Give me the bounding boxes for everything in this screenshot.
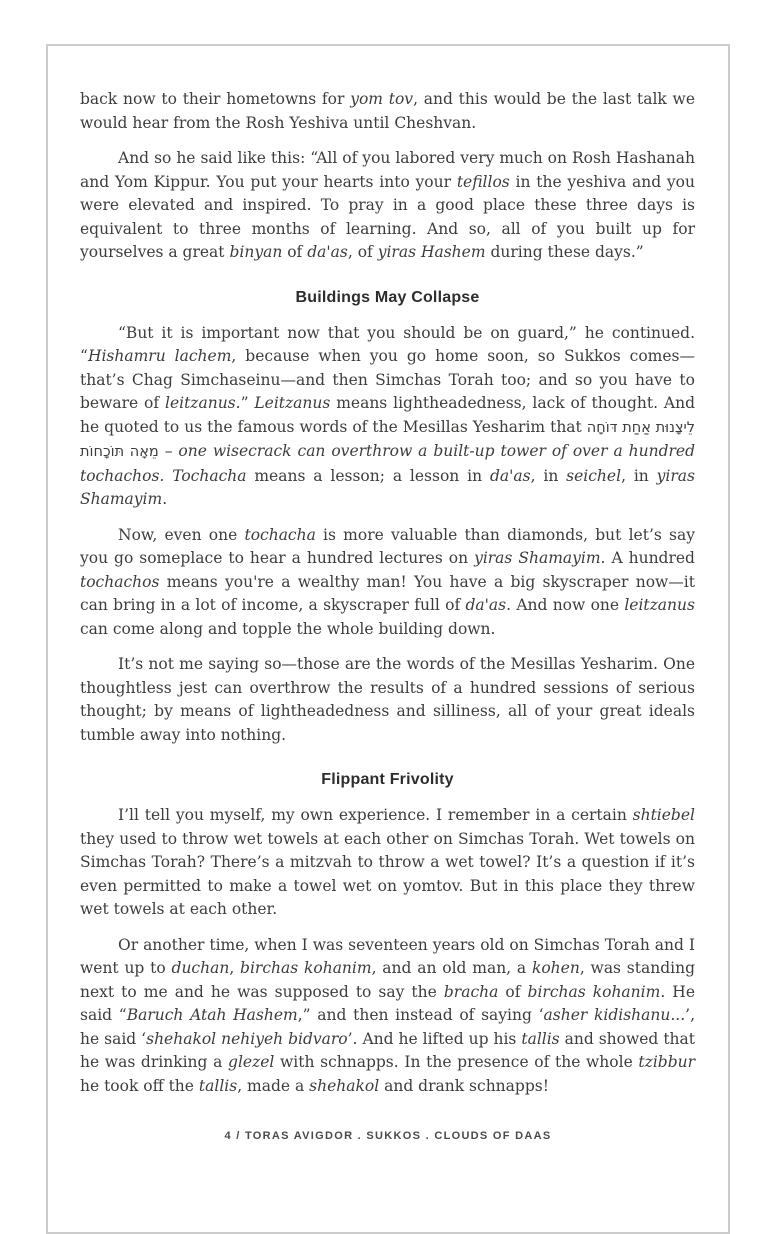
- page-footer: 4 / TORAS AVIGDOR . SUKKOS . CLOUDS OF DAAS: [224, 1130, 552, 1142]
- italic-term: tochachos: [80, 572, 160, 591]
- hebrew-quote: לֵיצָנוּת אַחַת דּוֹחָה מֵאָה תּוֹכָחוֹת: [80, 419, 695, 460]
- italic-term: Baruch Atah Hashem: [126, 1006, 298, 1024]
- italic-term: yom tov: [350, 90, 414, 108]
- italic-term: birchas kohanim: [240, 959, 372, 977]
- italic-term: Leitzanus: [254, 394, 331, 412]
- italic-term: tochacha: [244, 525, 316, 544]
- italic-term: da'as: [465, 596, 507, 614]
- italic-term: yiras Hashem: [377, 243, 486, 261]
- italic-term: shehakol: [309, 1076, 380, 1095]
- section-heading: Buildings May Collapse: [295, 288, 480, 306]
- paragraph: Or another time, when I was seventeen years old on Simchas Torah and I went up to duchan, birchas kohanim, and an old man, a kohen, was standing next to me and he was supposed to say the bracha of birchas kohanim. He said “Baruch Atah Hashem,” and then instead of saying ‘asher kidishanu...’, he said ‘shehakol nehiyeh bidvaro’. And he lifted up his tallis and showed that he was drinking a glezel with schnapps. In the presence of the whole tzibbur he took off the tallis, made a shehakol and drank schnapps!: [80, 935, 696, 1095]
- paragraph: I’ll tell you myself, my own experience. I remember in a certain shtiebel they used to throw wet towels at each other on Simchas Torah. Wet towels on Simchas Torah? There’s a mitzvah to throw a wet towel? It’s a question if it’s even permitted to make a towel wet on yomtov. But in this place they threw wet towels at each other.: [80, 806, 695, 918]
- italic-term: da'as: [489, 466, 531, 485]
- italic-term: asher kidishanu...: [543, 1006, 686, 1024]
- italic-term: tefillos: [456, 172, 510, 191]
- italic-term: yiras Shamayim: [474, 549, 601, 567]
- paragraph: And so he said like this: “All of you labored very much on Rosh Hashanah and Yom Kippur. You put your hearts into your tefillos in the yeshiva and you were elevated and inspired. To pray in a good place these three days is equivalent to three months of learning. And so, all of you built up for yourselves a great binyan of da'as, of yiras Hashem during these days.”: [80, 149, 695, 261]
- article-body: [48, 46, 728, 1098]
- italic-term: shtiebel: [632, 806, 695, 824]
- italic-term: one wisecrack can overthrow a built-up tower of over a hundred tochachos.: [80, 442, 696, 485]
- paragraph: back now to their hometowns for yom tov, and this would be the last talk we would hear from the Rosh Yeshiva until Cheshvan.: [80, 90, 695, 132]
- italic-term: yiras Shamayim: [80, 466, 695, 508]
- italic-term: tzibbur: [638, 1053, 696, 1071]
- italic-term: birchas kohanim: [527, 982, 661, 1001]
- section-heading: Flippant Frivolity: [321, 771, 454, 788]
- italic-term: glezel: [228, 1053, 275, 1071]
- paragraph: “But it is important now that you should be on guard,” he continued. “Hishamru lachem, because when you go home soon, so Sukkos comes—that’s Chag Simchaseinu—and then Simchas Torah too; and so you have to beware of leitzanus.” Leitzanus means lightheadedness, lack of thought. And he quoted to us the famous words of the Mesillas Yesharim that לֵיצָנוּת אַחַת דּוֹחָה מֵאָה תּוֹכָחוֹת – one wisecrack can overthrow a built-up tower of over a hundred tochachos. Tochacha means a lesson; a lesson in da'as, in seichel, in yiras Shamayim.: [80, 323, 696, 508]
- italic-term: leitzanus: [624, 596, 695, 614]
- paragraph: Now, even one tochacha is more valuable than diamonds, but let’s say you go someplace to hear a hundred lectures on yiras Shamayim. A hundred tochachos means you're a wealthy man! You have a big skyscraper now—it can bring in a lot of income, a skyscraper full of da'as. And now one leitzanus can come along and topple the whole building down.: [80, 525, 695, 638]
- paragraph: It’s not me saying so—those are the words of the Mesillas Yesharim. One thoughtless jest can overthrow the results of a hundred sessions of serious thought; by means of lightheadedness and silliness, all of your great ideals tumble away into nothing.: [80, 655, 695, 744]
- italic-term: Hishamru lachem: [87, 347, 232, 365]
- italic-term: duchan: [171, 959, 230, 977]
- italic-term: Tochacha: [172, 466, 247, 485]
- italic-term: tallis: [521, 1029, 560, 1048]
- italic-term: binyan: [229, 243, 283, 261]
- italic-term: tallis: [198, 1076, 238, 1095]
- italic-term: kohen: [531, 959, 580, 977]
- italic-term: bracha: [443, 982, 499, 1001]
- italic-term: leitzanus: [164, 394, 236, 412]
- italic-term: da'as: [307, 243, 348, 261]
- italic-term: shehakol nehiyeh bidvaro: [146, 1029, 348, 1048]
- italic-term: seichel: [566, 466, 622, 485]
- page-sheet: [46, 44, 730, 1234]
